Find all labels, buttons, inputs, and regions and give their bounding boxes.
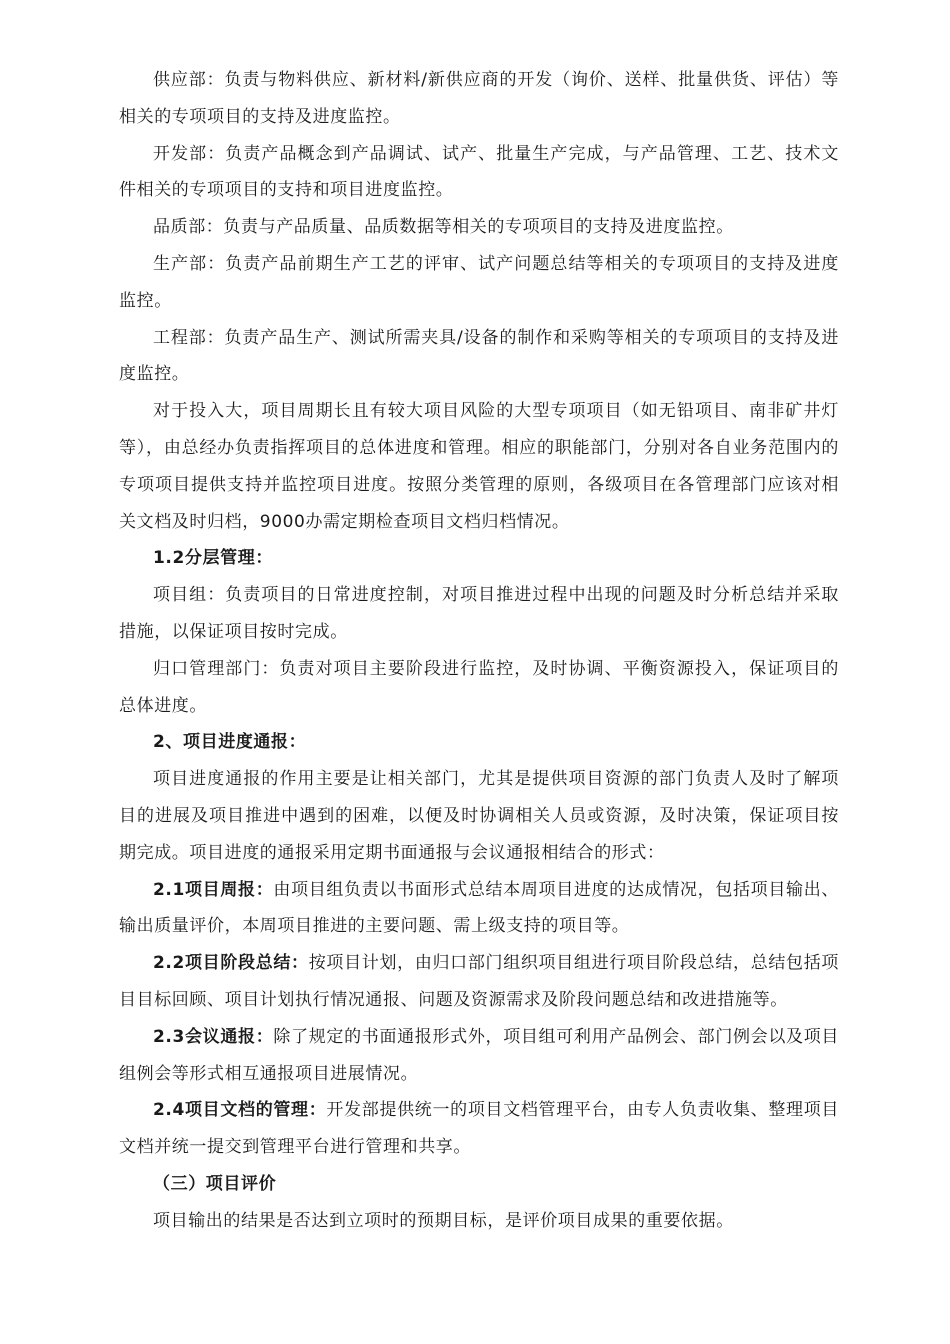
paragraph-quality-dept: 品质部：负责与产品质量、品质数据等相关的专项项目的支持及进度监控。 <box>153 217 734 238</box>
paragraph-meeting-report <box>119 1019 839 1093</box>
paragraph-large-projects: 对于投入大，项目周期长且有较大项目风险的大型专项项目（如无铅项目、南非矿井灯等），由总经办负责指挥项目的总体进度和管理。相应的职能部门，分别对各自业务范围内的专项项目提供支持并监控项目进度。按照分类管理的原则，各级项目在各管理部门应该对相关文档及时归档，9000办需定期检查项目文档归档情况。 <box>119 401 839 532</box>
paragraph-weekly-report <box>119 872 839 946</box>
paragraph-production-dept: 生产部：负责产品前期生产工艺的评审、试产问题总结等相关的专项项目的支持及进度监控。 <box>119 253 839 311</box>
paragraph-report-intro: 项目进度通报的作用主要是让相关部门，尤其是提供项目资源的部门负责人及时了解项目的进展及项目推进中遇到的困难，以便及时协调相关人员或资源，及时决策，保证项目按期完成。项目进度的通报采用定期书面通报与会议通报相结合的形式： <box>119 769 839 863</box>
document-page <box>119 62 839 1240</box>
paragraph-project-team: 项目组：负责项目的日常进度控制，对项目推进过程中出现的问题及时分析总结并采取措施，以保证项目按时完成。 <box>119 585 839 642</box>
docs-management-label: 2.4项目文档的管理： <box>153 1100 327 1121</box>
heading-project-evaluation: （三）项目评价 <box>153 1173 277 1194</box>
meeting-report-text: 除了规定的书面通报形式外，项目组可利用产品例会、部门例会以及项目组例会等形式相互通报项目进展情况。 <box>119 1026 839 1084</box>
heading-progress-report: 2、项目进度通报： <box>153 732 307 753</box>
stage-summary-label: 2.2项目阶段总结： <box>153 953 309 974</box>
weekly-report-text: 由项目组负责以书面形式总结本周项目进度的达成情况，包括项目输出、输出质量评价，本周项目推进的主要问题、需上级支持的项目等。 <box>119 879 839 937</box>
paragraph-mgmt-dept: 归口管理部门：负责对项目主要阶段进行监控，及时协调、平衡资源投入，保证项目的总体进度。 <box>119 658 839 716</box>
docs-management-text: 开发部提供统一的项目文档管理平台，由专人负责收集、整理项目文档并统一提交到管理平台进行管理和共享。 <box>119 1100 839 1158</box>
heading-layered-management: 1.2分层管理： <box>153 548 273 569</box>
paragraph-stage-summary <box>119 945 839 1019</box>
stage-summary-text: 按项目计划，由归口部门组织项目组进行项目阶段总结，总结包括项目目标回顾、项目计划执行情况通报、问题及资源需求及阶段问题总结和改进措施等。 <box>119 953 840 1010</box>
meeting-report-label: 2.3会议通报： <box>153 1026 274 1047</box>
paragraph-evaluation: 项目输出的结果是否达到立项时的预期目标，是评价项目成果的重要依据。 <box>153 1210 734 1231</box>
paragraph-supply-dept: 供应部：负责与物料供应、新材料/新供应商的开发（询价、送样、批量供货、评估）等相关的专项项目的支持及进度监控。 <box>119 70 839 127</box>
paragraph-engineering-dept: 工程部：负责产品生产、测试所需夹具/设备的制作和采购等相关的专项项目的支持及进度监控。 <box>119 327 839 385</box>
weekly-report-label: 2.1项目周报： <box>153 879 274 900</box>
paragraph-dev-dept: 开发部：负责产品概念到产品调试、试产、批量生产完成，与产品管理、工艺、技术文件相关的专项项目的支持和项目进度监控。 <box>119 143 839 201</box>
paragraph-docs-management <box>119 1092 839 1166</box>
